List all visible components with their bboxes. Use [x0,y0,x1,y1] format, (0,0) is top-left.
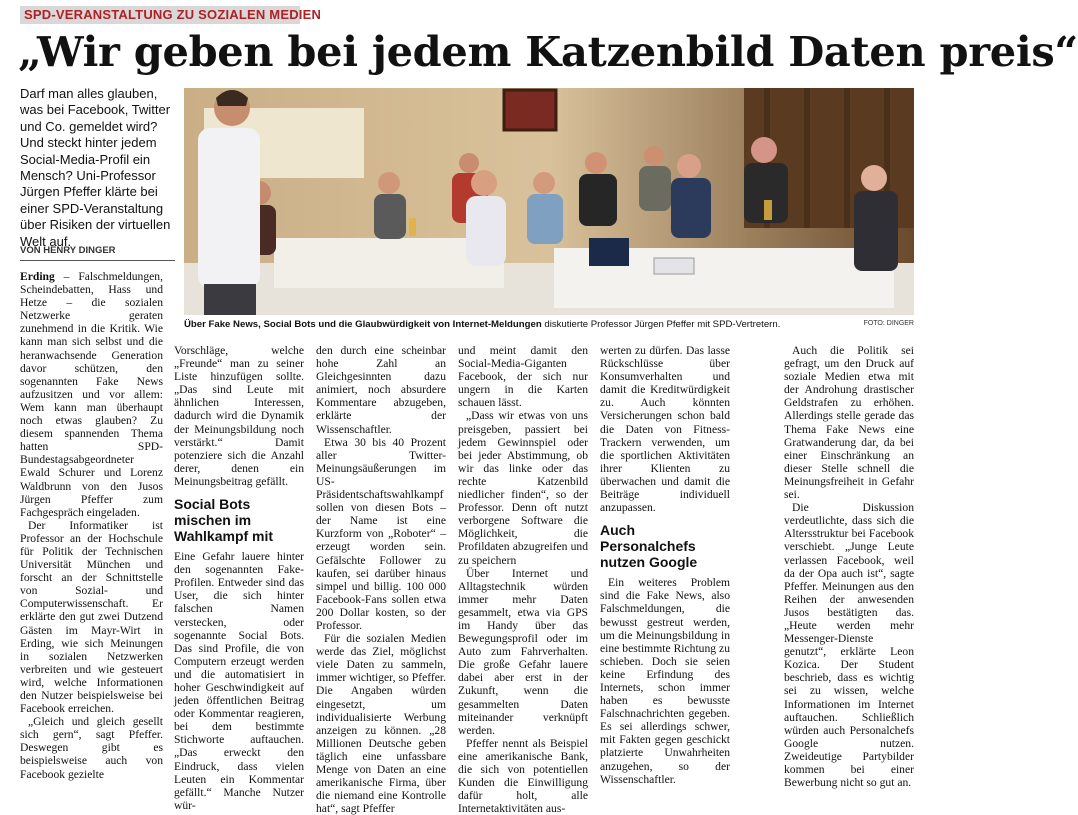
photo-caption [184,318,914,331]
paragraph: Der Informatiker ist Professor an der Hochschule für Politik der Technischen Universität München und forscht an der Schnittstelle von Sozial- und Computerwissenschaft. Er erklärte den gut zwei Dutzend Gästen im Mayr-Wirt in Erding, wie sich Meinungen in sozialen Netzwerken verbreiten und wie gesteuert wird, welche Informationen den Nutzer beispielsweise bei Facebook erreichen. [20,518,163,716]
byline-divider [20,260,175,261]
paragraph: Ein weiteres Problem sind die Fake News, also Falschmeldungen, die bewusst gestreut werden, um die Meinungsbildung in eine bestimmte Richtung zu schieben. Doch sie seien keine Erfindung des Internets, schon immer haben es bewusste Falschnachrichten gegeben. Es sei allerdings schwer, mit Fakten gegen geschickt platzierte Unwahrheiten anzugehen, so der Wissenschaftler. [600,576,730,786]
paragraph: Die Diskussion verdeutlichte, dass sich die Altersstruktur bei Facebook verschiebt. „Junge Leute verlassen Facebook, weil da der Opa auch ist“, sagte Pfeffer. Meinungen aus den Reihen der anwesenden Jusos bestätigten das. „Heute werden mehr Messenger-Dienste genutzt“, erklärte Leon Kozica. Der Student beschrieb, dass es wichtig sei zu wissen, welche Informationen im Internet auftauchen. Schließlich würden auch Personalchefs Google nutzen. Zweideutige Partybilder kommen bei einer Bewerbung nicht so gut an. [784,501,914,790]
caption-rest: diskutierte Professor Jürgen Pfeffer mit SPD-Vertretern. [541,319,781,330]
paragraph: „Gleich und gleich gesellt sich gern“, sagt Pfeffer. Deswegen gibt es beispielsweise auch von Facebook gezielte [20,715,163,781]
paragraph: Eine Gefahr lauere hinter den sogenannten Fake-Profilen. Entweder sind das User, die sich hinter falschen Namen verstecken, oder sogenannte Social Bots. Das sind Profile, die von Computern erzeugt werden und die automatisiert in hoher Geschwindigkeit auf jeden öffentlichen Beitrag oder Kommentar reagieren, bei dem bestimmte Stichworte auftauchen. „Das erweckt den Eindruck, dass vielen Leuten ein Kommentar gefällt.“ Manche Nutzer wür- [174,550,304,812]
paragraph [20,270,163,519]
byline: VON HENRY DINGER [20,245,116,256]
subheading: Auch Personalchefs nutzen Google [600,522,698,571]
kicker-bar [20,6,322,24]
paragraph: Auch die Politik sei gefragt, um den Druck auf soziale Medien etwa mit der Androhung drastischer Geldstrafen zu erhöhen. Allerdings stelle gerade das Thema Fake News eine Gratwanderung dar, da bei einer Einschränkung an dieser Stelle schnell die Meinungsfreiheit in Gefahr sei. [784,344,914,502]
paragraph: Über Internet und Alltagstechnik würden immer mehr Daten gesammelt, etwa via GPS im Handy über das Bewegungsprofil oder im Auto zum Fahrverhalten. Die große Gefahr lauere dabei aber erst in der Zukunft, wenn die gesammelten Daten miteinander verknüpft werden. [458,566,588,737]
article-column-6 [784,344,914,789]
paragraph: Pfeffer nennt als Beispiel eine amerikanische Bank, die sich von potentiellen Kunden die Einwilligung dafür holt, alle Internetaktivitäten aus- [458,736,588,815]
event-photo-illustration [184,88,914,315]
paragraph: und meint damit den Social-Media-Giganten Facebook, der sich nur ungern in die Karten schauen lässt. [458,344,588,410]
paragraph: Vorschläge, welche „Freunde“ man zu seiner Liste hinzufügen sollte. „Das sind Leute mit ähnlichen Interessen, dadurch wird die Dynamik der Meinungsbildung noch verstärkt.“ Damit potenziere sich die Anzahl derer, denen ein Meinungsbeitrag gefällt. [174,344,304,488]
article-column-2 [174,344,304,812]
dateline: Erding [20,270,55,283]
article-column-4 [458,344,588,815]
photo-credit: FOTO: DINGER [863,320,914,327]
kicker: SPD-VERANSTALTUNG ZU SOZIALEN MEDIEN [24,7,322,22]
article-column-1 [20,270,163,781]
article-column-5 [600,344,730,786]
teaser-text: Darf man alles glauben, was bei Facebook, Twitter und Co. gemeldet wird? Und steckt hinter jedem Social-Media-Profil ein Mensch? Uni-Professor Jürgen Pfeffer klärte bei einer SPD-Veranstaltung über Risiken der virtuellen Welt auf. [20,86,171,249]
paragraph: werten zu dürfen. Das lasse Rückschlüsse über Konsumverhalten und damit die Kreditwürdigkeit zu. Auch könnten Versicherungen schon bald die Daten von Fitness-Trackern verwenden, um die sportlichen Aktivitäten ihrer Klienten zu überwachen und damit die Beiträge individuell anzupassen. [600,344,730,515]
teaser [20,86,175,250]
headline: „Wir geben bei jedem Katzenbild Daten preis“ [18,27,1078,76]
paragraph: den durch eine scheinbar hohe Zahl an Gleichgesinnten dazu animiert, noch absurdere Kommentare abzugeben, erklärte der Wissenschaftler. [316,344,446,436]
event-photo [184,88,914,315]
paragraph-text: – Falschmeldungen, Scheindebatten, Hass und Hetze – die sozialen Netzwerke geraten zunehmend in die Kritik. Wie kann man sich selbst und die heranwachsende Generation davor schützen, den sogenannten Fake News aufzusitzen und vor allem: Wem kann man überhaupt noch etwas glauben? Zu diesem spannenden Thema hatten SPD-Bundestagsabgeordneter Ewald Schurer und Lorenz Waldbrunn von den Jusos Jürgen Pfeffer zum Fachgespräch eingeladen. [20,270,163,519]
subheading: Social Bots mischen im Wahlkampf mit [174,496,274,545]
paragraph: Für die sozialen Medien werde das Ziel, möglichst viele Daten zu sammeln, immer wichtiger, so Pfeffer. Die Angaben würden eingesetzt, um individualisierte Werbung anzeigen zu können. „28 Millionen Deutsche geben täglich eine unfassbare Menge von Daten an eine amerikanische Firma, über die niemand eine Kontrolle hat“, sagt Pfeffer [316,632,446,815]
paragraph: „Dass wir etwas von uns preisgeben, passiert bei jedem Gewinnspiel oder bei jeder Abstimmung, ob wir das linke oder das rechte Katzenbild niedlicher finden“, so der Professor. Denn oft nutzt verborgene Software die Möglichkeit, die Profildaten abzugreifen und zu speichern [458,409,588,567]
paragraph: Etwa 30 bis 40 Prozent aller Twitter-Meinungsäußerungen im US-Präsidentschaftswahlkampf sollen von diesen Bots – der Name ist eine Kurzform von „Roboter“ – erzeugt worden sein. Gefälschte Follower zu kaufen, sei darüber hinaus simpel und billig. 100 000 Facebook-Fans sollen etwa 200 Dollar kosten, so der Professor. [316,435,446,632]
caption-bold: Über Fake News, Social Bots und die Glaubwürdigkeit von Internet-Meldungen [184,319,542,330]
article-column-3 [316,344,446,815]
